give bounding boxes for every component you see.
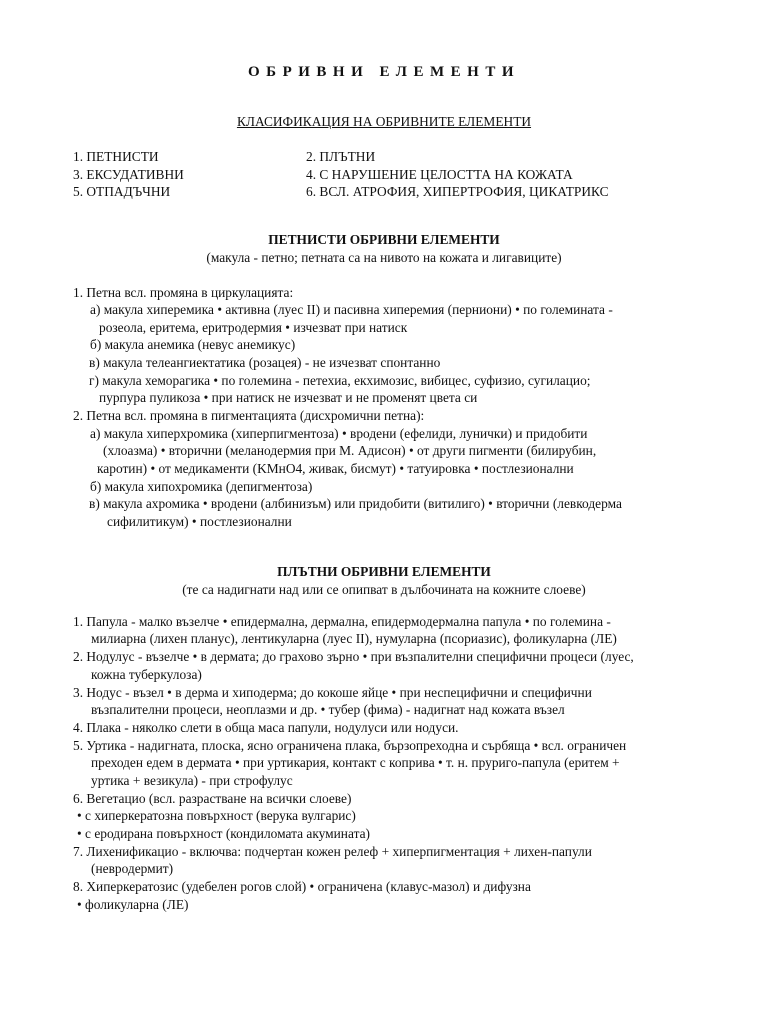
list-item: 6. Вегетацио (всл. разрастване на всички слоеве) <box>73 791 352 806</box>
list-item-continuation: (невродермит) <box>91 861 174 876</box>
list-item-continuation: възпалителни процеси, неоплазми и др. • тубер (фима) - надигнат над кожата възел <box>91 702 565 717</box>
list-item-continuation: милиарна (лихен планус), лентикуларна (луес II), нумуларна (псориазис), фоликуларна (ЛЕ) <box>91 631 617 646</box>
list-item: 5. Уртика - надигната, плоска, ясно ограничена плака, бързопреходна и сърбяща • всл. ограничен <box>73 738 627 753</box>
list-item: а) макула хиперемика • активна (луес II) и пасивна хиперемия (перниони) • по големината - <box>90 302 613 317</box>
list-item-continuation: пурпура пуликоза • при натиск не изчезват и не променят цвета си <box>99 390 478 405</box>
list-item: б) макула анемика (невус анемикус) <box>90 337 296 352</box>
document-title: ОБРИВНИ ЕЛЕМЕНТИ <box>248 64 520 80</box>
list-item: б) макула хипохромика (депигментоза) <box>90 479 313 494</box>
section-heading-solid: ПЛЪТНИ ОБРИВНИ ЕЛЕМЕНТИ <box>277 564 491 579</box>
list-item: 4. Плака - няколко слети в обща маса папули, нодулуси или нодуси. <box>73 720 459 735</box>
classification-item: 6. ВСЛ. АТРОФИЯ, ХИПЕРТРОФИЯ, ЦИКАТРИКС <box>306 184 609 200</box>
list-item: • фоликуларна (ЛЕ) <box>77 897 189 912</box>
list-item: г) макула хеморагика • по големина - петехиа, екхимозис, вибицес, суфизио, сугилацио; <box>89 373 591 388</box>
list-item: • с хиперкератозна повърхност (верука вулгарис) <box>77 808 356 823</box>
list-item: 1. Папула - малко възелче • епидермална, дермална, епидермодермална папула • по големина - <box>73 614 611 629</box>
list-item-continuation: каротин) • от медикаменти (KMнO4, живак, бисмут) • татуировка • постлезионални <box>97 461 574 476</box>
list-item: 2. Нодулус - възелче • в дермата; до грахово зърно • при възпалителни специфични процеси (луес, <box>73 649 634 664</box>
list-item: в) макула ахромика • вродени (албинизъм) или придобити (витилиго) • вторични (левкодерма <box>89 496 622 511</box>
classification-list <box>73 148 666 201</box>
list-item-continuation: преходен едем в дермата • при уртикария, контакт с коприва • т. н. пруриго-папула (еритем + <box>91 755 620 770</box>
list-item: 3. Нодус - възел • в дерма и хиподерма; до кокоше яйце • при неспецифични и специфични <box>73 685 592 700</box>
list-item-continuation: уртика + везикула) - при строфулус <box>91 773 293 788</box>
list-item-continuation: кожна туберкулоза) <box>91 667 202 682</box>
list-item: 2. Петна всл. промяна в пигментацията (дисхромични петна): <box>73 408 425 423</box>
section-note-solid: (те са надигнати над или се опипват в дълбочината на кожните слоеве) <box>182 582 586 597</box>
list-item: 1. Петна всл. промяна в циркулацията: <box>73 285 294 300</box>
list-item: 7. Лихенификацио - включва: подчертан кожен релеф + хиперпигментация + лихен-папули <box>73 844 592 859</box>
section-heading-macular: ПЕТНИСТИ ОБРИВНИ ЕЛЕМЕНТИ <box>268 232 500 247</box>
list-item: 8. Хиперкератозис (удебелен рогов слой) • ограничена (клавус-мазол) и дифузна <box>73 879 531 894</box>
list-item-continuation: сифилитикум) • постлезионални <box>107 514 292 529</box>
list-item: • с еродирана повърхност (кондиломата акумината) <box>77 826 370 841</box>
classification-item: 4. С НАРУШЕНИЕ ЦЕЛОСТТА НА КОЖАТА <box>306 166 573 182</box>
classification-item: 1. ПЕТНИСТИ <box>73 149 159 164</box>
classification-item: 5. ОТПАДЪЧНИ <box>73 184 171 200</box>
list-item: а) макула хиперхромика (хиперпигментоза) • вродени (ефелиди, лунички) и придобити <box>90 426 588 441</box>
list-item: в) макула телеангиектатика (розацея) - не изчезват спонтанно <box>89 355 441 370</box>
classification-item: 2. ПЛЪТНИ <box>306 149 376 164</box>
section-note-macular: (макула - петно; петната са на нивото на кожата и лигавиците) <box>206 250 562 265</box>
classification-item: 3. ЕКСУДАТИВНИ <box>73 166 184 182</box>
list-item-continuation: (хлоазма) • вторични (меланодермия при М. Адисон) • от други пигменти (билирубин, <box>103 443 597 458</box>
list-item-continuation: розеола, еритема, еритродермия • изчезват при натиск <box>99 320 408 335</box>
classification-heading: КЛАСИФИКАЦИЯ НА ОБРИВНИТЕ ЕЛЕМЕНТИ <box>236 114 532 129</box>
